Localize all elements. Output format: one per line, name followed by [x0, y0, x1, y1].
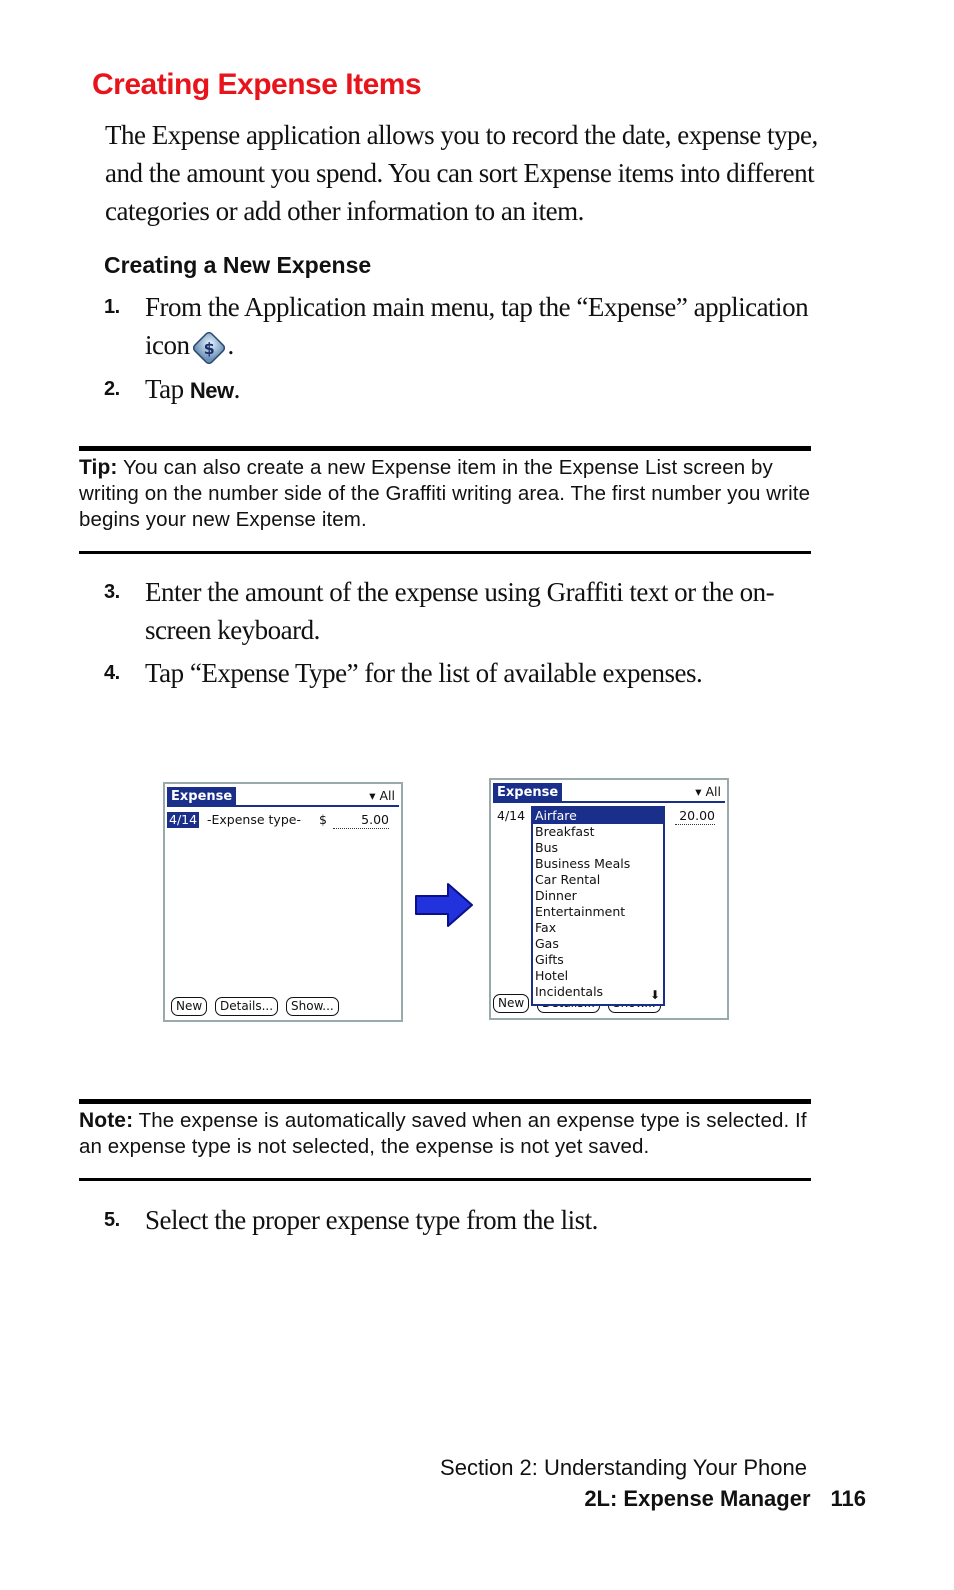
right-arrow-icon — [414, 882, 474, 933]
step-2 — [104, 370, 824, 410]
step-4 — [104, 654, 824, 692]
note-label: Note: — [79, 1109, 134, 1132]
new-button: New — [171, 997, 207, 1016]
date-field: 4/14 — [169, 812, 198, 827]
amount-field: 20.00 — [675, 808, 715, 825]
details-button: Details... — [215, 997, 278, 1016]
list-item: Fax — [535, 920, 557, 935]
list-item: Car Rental — [535, 872, 601, 887]
expense-list-screenshot — [163, 782, 403, 1022]
step-text: Tap New. — [145, 374, 240, 404]
intro-paragraph: The Expense application allows you to record the date, expense type, and the amount you spend. You can sort Expense items into different categories or add other information to an item. — [105, 120, 818, 226]
show-button: Show... — [286, 997, 339, 1016]
list-item: Gas — [535, 936, 559, 951]
step-5 — [104, 1201, 824, 1239]
expense-type-field: -Expense type- — [207, 812, 301, 827]
expense-type-popup — [531, 806, 665, 1006]
list-item: Gifts — [535, 952, 564, 967]
step-3 — [104, 573, 824, 649]
list-item: Business Meals — [535, 856, 631, 871]
svg-text:$: $ — [203, 338, 214, 358]
note-bottom-rule — [79, 1178, 811, 1181]
step-number: 1. — [104, 296, 120, 318]
tip-bottom-rule — [79, 551, 811, 554]
page-title: Creating Expense Items — [92, 68, 422, 101]
list-item: Bus — [535, 840, 559, 855]
currency-symbol: $ — [319, 812, 327, 827]
step-text: Select the proper expense type from the list. — [145, 1205, 598, 1235]
list-item: Breakfast — [535, 824, 595, 839]
tip-label: Tip: — [79, 456, 118, 479]
tip-text: You can also create a new Expense item in the Expense List screen by writing on the number side of the Graffiti writing area. The first number you write begins your new Expense item. — [79, 456, 811, 531]
note-top-rule — [79, 1099, 811, 1104]
title-underline — [493, 801, 725, 803]
page-number: 116 — [830, 1486, 866, 1511]
expense-type-list-screenshot — [489, 778, 729, 1020]
step-number: 2. — [104, 378, 120, 400]
expense-app-icon — [193, 332, 225, 364]
step-number: 5. — [104, 1209, 120, 1231]
screen-title: Expense — [493, 783, 562, 803]
note-box — [79, 1108, 819, 1160]
step-text: Enter the amount of the expense using Graffiti text or the on-screen keyboard. — [145, 577, 775, 645]
new-button: New — [493, 994, 529, 1013]
footer-chapter: 2L: Expense Manager 116 — [584, 1486, 866, 1511]
category-picker: ▾ All — [695, 784, 721, 799]
footer-section: Section 2: Understanding Your Phone — [440, 1455, 807, 1480]
tip-top-rule — [79, 446, 811, 451]
list-item: Airfare — [533, 808, 663, 824]
date-field: 4/14 — [497, 808, 526, 823]
step-text: Tap “Expense Type” for the list of available expenses. — [145, 658, 703, 688]
list-item: Hotel — [535, 968, 569, 983]
category-picker: ▾ All — [369, 788, 395, 803]
step-number: 3. — [104, 581, 120, 603]
list-item: Entertainment — [535, 904, 626, 919]
new-keyword: New — [189, 378, 234, 403]
step-text: From the Application main menu, tap the “Expense” application icon $ . — [145, 288, 824, 364]
tip-box — [79, 455, 819, 533]
list-item: Dinner — [535, 888, 577, 903]
note-text: The expense is automatically saved when an expense type is selected. If an expense type is not selected, the expense is not yet saved. — [79, 1109, 807, 1158]
scroll-down-icon: ⬇ — [649, 988, 660, 1002]
list-item: Incidentals — [535, 984, 604, 999]
title-underline — [167, 805, 399, 807]
step-number: 4. — [104, 662, 120, 684]
amount-field: 5.00 — [333, 812, 389, 829]
step-1 — [104, 288, 824, 364]
screen-title: Expense — [167, 787, 236, 807]
section-subheading: Creating a New Expense — [104, 252, 372, 278]
